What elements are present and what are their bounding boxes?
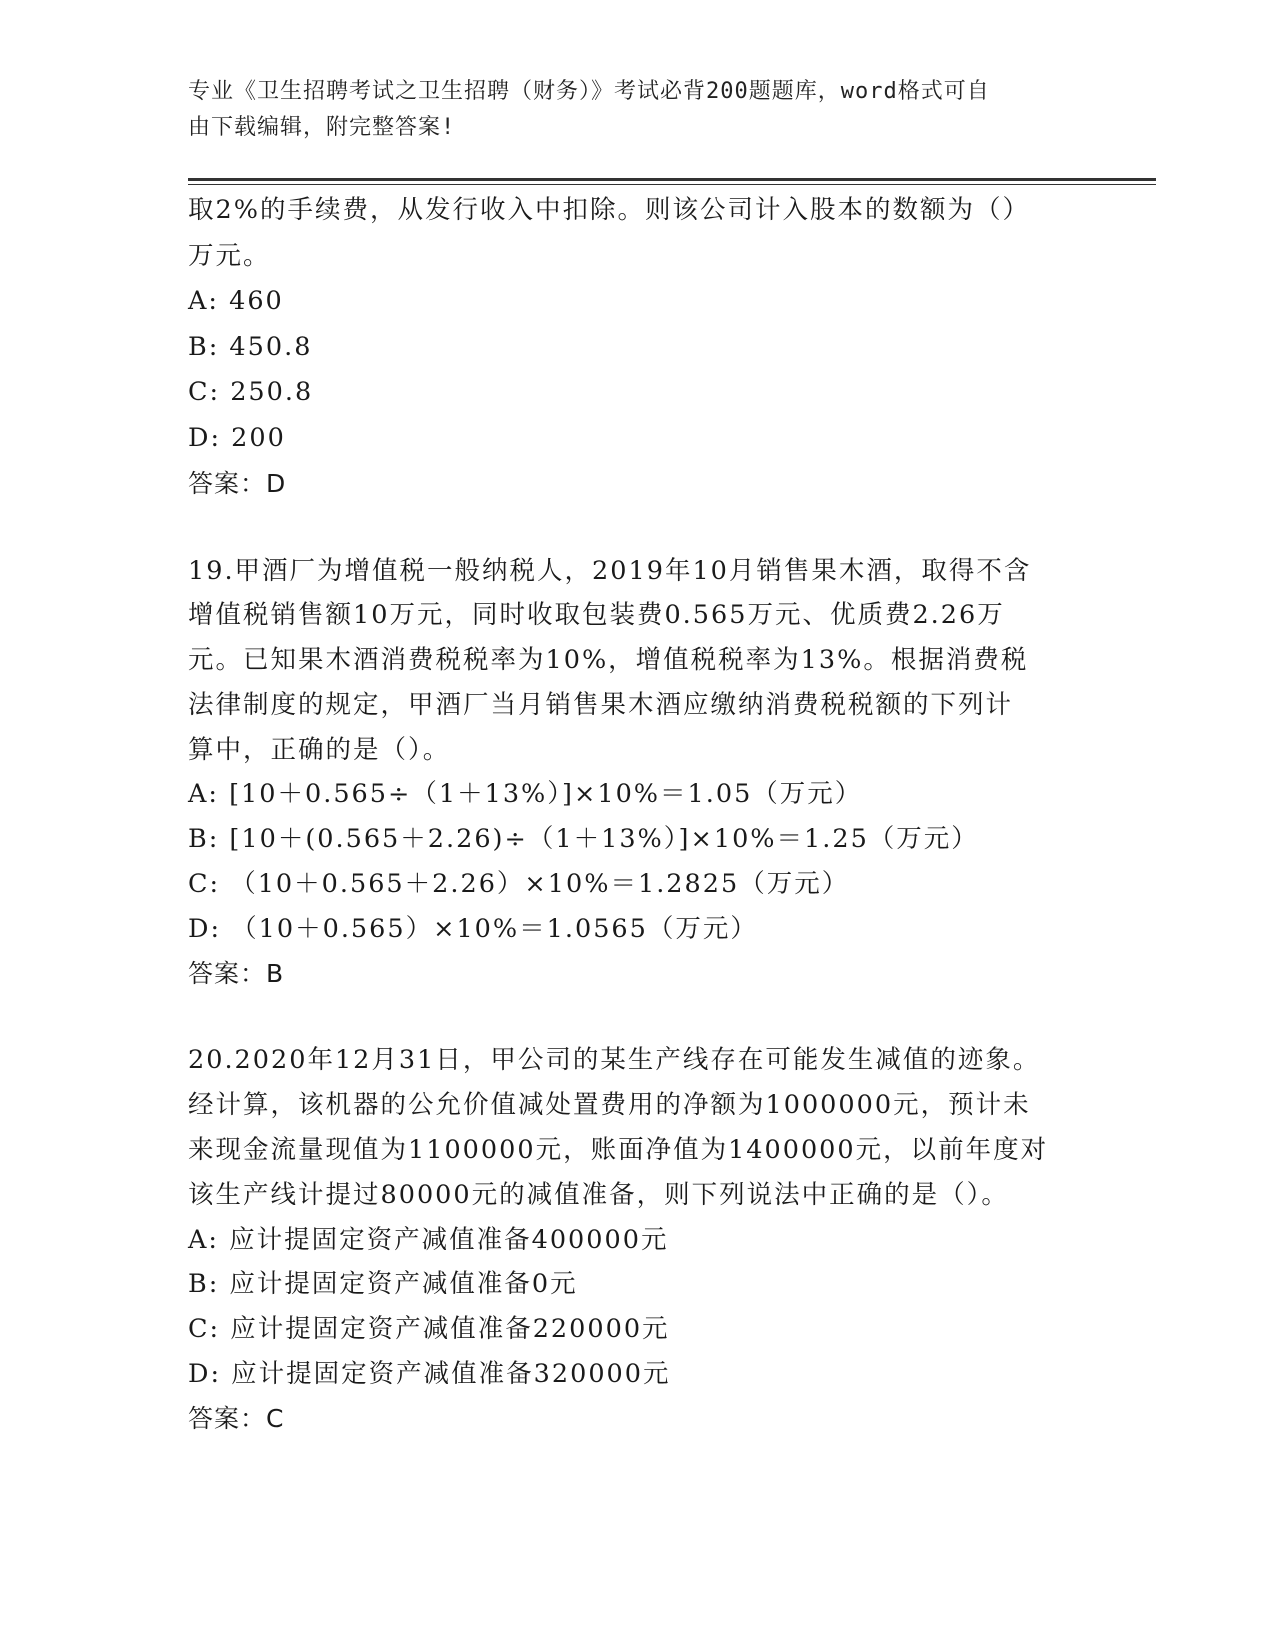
option-b: B: 450.8 [188, 331, 313, 362]
option-b: B: [10＋(0.565＋2.26)÷（1＋13%）]×10%＝1.25（万元） [188, 824, 979, 855]
document-body [188, 188, 1088, 1442]
option-a: A: 应计提固定资产减值准备400000元 [188, 1224, 669, 1255]
header-line-1: 专业《卫生招聘考试之卫生招聘（财务）》考试必背200题题库，word格式可自 [188, 79, 990, 104]
question-stem-line: 法律制度的规定，甲酒厂当月销售果木酒应缴纳消费税税额的下列计 [188, 689, 1014, 720]
header-line-2: 由下载编辑，附完整答案! [188, 115, 456, 140]
question-19 [188, 549, 1088, 997]
option-d: D: 应计提固定资产减值准备320000元 [188, 1359, 671, 1390]
option-a: A: 460 [188, 286, 284, 316]
option-d: D: 200 [188, 422, 286, 453]
option-c: C: 应计提固定资产减值准备220000元 [188, 1314, 670, 1345]
question-stem-line: 万元。 [188, 240, 271, 271]
document-header [188, 74, 1088, 146]
question-stem-line: 增值税销售额10万元，同时收取包装费0.565万元、优质费2.26万 [188, 600, 1005, 631]
question-stem-line: 取2%的手续费，从发行收入中扣除。则该公司计入股本的数额为（） [188, 195, 1030, 225]
answer-line: 答案：B [188, 958, 285, 988]
option-a: A: [10＋0.565÷（1＋13%）]×10%＝1.05（万元） [188, 779, 863, 810]
question-spacer [188, 996, 1088, 1038]
option-c: C: 250.8 [188, 377, 314, 407]
question-stem-line: 20.2020年12月31日，甲公司的某生产线存在可能发生减值的迹象。 [188, 1045, 1041, 1076]
header-divider-thick [188, 178, 1156, 181]
answer-line: 答案：C [188, 1403, 285, 1433]
question-20 [188, 1038, 1088, 1441]
question-stem-line: 19.甲酒厂为增值税一般纳税人，2019年10月销售果木酒，取得不含 [188, 555, 1032, 586]
question-spacer [188, 507, 1088, 549]
question-stem-line: 元。已知果木酒消费税税率为10%，增值税税率为13%。根据消费税 [188, 645, 1029, 676]
question-stem-line: 算中，正确的是（）。 [188, 734, 451, 765]
header-divider-thin [188, 184, 1156, 185]
question-18 [188, 188, 1088, 507]
answer-line: 答案：D [188, 469, 287, 498]
question-stem-line: 经计算，该机器的公允价值减处置费用的净额为1000000元，预计未 [188, 1090, 1031, 1121]
option-b: B: 应计提固定资产减值准备0元 [188, 1269, 578, 1300]
question-stem-line: 来现金流量现值为1100000元，账面净值为1400000元，以前年度对 [188, 1135, 1049, 1166]
option-d: D: （10＋0.565）×10%＝1.0565（万元） [188, 913, 758, 944]
question-stem-line: 该生产线计提过80000元的减值准备，则下列说法中正确的是（）。 [188, 1179, 1009, 1210]
option-c: C: （10＋0.565＋2.26）×10%＝1.2825（万元） [188, 869, 850, 900]
